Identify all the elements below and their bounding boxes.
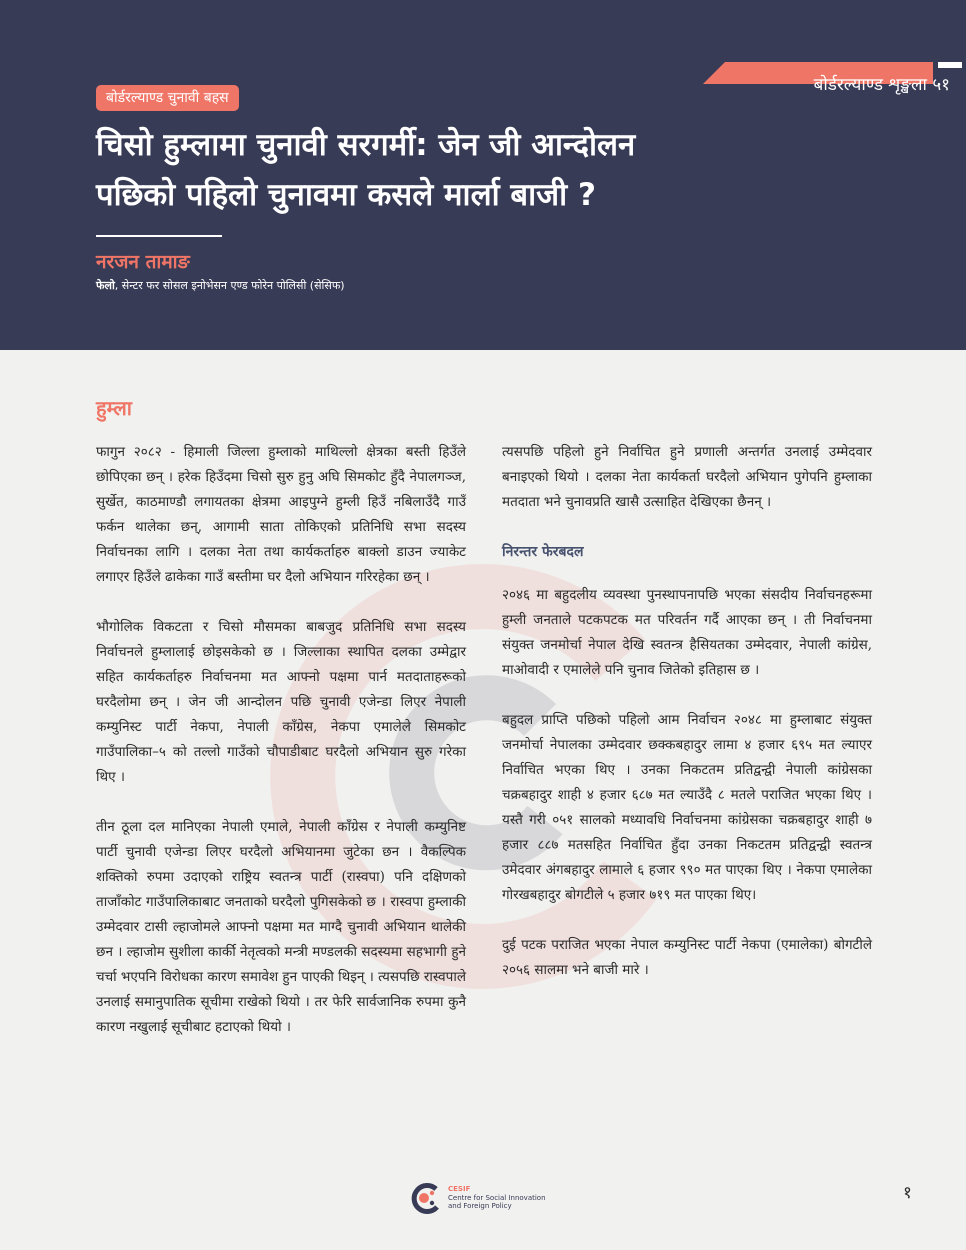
category-badge: बोर्डरल्याण्ड चुनावी बहस xyxy=(96,85,239,111)
paragraph: तीन ठूला दल मानिएका नेपाली एमाले, नेपाली काँग्रेस र नेपाली कम्युनिष्ट पार्टी चुनावी एजेन्डा लिएर घरदैलो अभियानमा जुटेका छन । वैकल्पिक शक्तिको रुपमा उदाएको राष्ट्रिय स्वतन्त्र पार्टी (रास्वपा) पनि दक्षिणको ताजाँकोट गाउँपालिकाबाट जनताको घरदैलो पुगिसकेको छ । रास्वपा हुम्लाकी उम्मेदवार टासी ल्हाजोमले आफ्नो पक्षमा मत माग्दै चुनावी अभियान थालेकी छन । ल्हाजोम सुशीला कार्की नेतृत्वको मन्त्री मण्डलकी सदस्यमा सहभागी हुने चर्चा भएपनि विरोधका कारण समावेश हुन पाएकी थिइन् । त्यसपछि रास्वपाले उनलाई समानुपातिक सूचीमा राखेको थियो । तर फेरि सार्वजानिक रुपमा कुनै कारण नखुलाई सूचीबाट हटाएको थियो । xyxy=(96,819,466,1035)
page-title xyxy=(96,120,816,220)
title-line-1: चिसो हुम्लामा चुनावी सरगर्मी: जेन जी आन्दोलन xyxy=(96,127,636,163)
paragraph: २०४६ मा बहुदलीय व्यवस्था पुनस्थापनापछि भएका संसदीय निर्वाचनहरूमा हुम्ली जनताले पटकपटक मत परिवर्तन गर्दै आएका छन् । ती निर्वाचनमा संयुक्त जनमोर्चा नेपाल देखि स्वतन्त्र हैसियतका उम्मेदवार, नेपाली कांग्रेस, माओवादी र एमालेले पनि चुनाव जितेको इतिहास छ । xyxy=(502,587,872,678)
paragraph: दुई पटक पराजित भएका नेपाल कम्युनिस्ट पार्टी नेकपा (एमालेका) बोगटीले २०५६ सालमा भने बाजी मारे । xyxy=(502,937,872,978)
author-role: फेलो xyxy=(96,279,115,292)
logo-name-line-2: and Foreign Policy xyxy=(448,1202,512,1210)
subheading: निरन्तर फेरबदल xyxy=(502,544,584,560)
author-org: , सेन्टर फर सोसल इनोभेसन एण्ड फोरेन पोलिसी (सेसिफ) xyxy=(114,279,345,292)
paragraph: त्यसपछि पहिलो हुने निर्वाचित हुने प्रणाली अन्तर्गत उनलाई उम्मेदवार बनाइएको थियो । दलका नेता कार्यकर्ता घरदैलो अभियान पुगेपनि हुम्लाका मतदाता भने चुनावप्रति खासै उत्साहित देखिएका छैनन् । xyxy=(502,444,872,510)
paragraph: भौगोलिक विकटता र चिसो मौसमका बाबजुद प्रतिनिधि सभा सदस्य निर्वाचनले हुम्लालाई छोइसकेको छ । जिल्लाका स्थापित दलका उम्मेद्वार सहित कार्यकर्ताहरु निर्वाचनमा मत आफ्नो पक्षमा पार्न मतदाताहरूको घरदैलोमा छन् । जेन जी आन्दोलन पछि चुनावी एजेन्डा लिएर नेपाली कम्युनिस्ट पार्टी नेकपा, नेपाली काँग्रेस, नेकपा एमालेले सिमकोट गाउँपालिका–५ को तल्लो गाउँको चौपाडीबाट घरदैलो अभियान सुरु गरेका थिए । xyxy=(96,619,466,785)
series-label: बोर्डरल्याण्ड शृङ्खला ५१ xyxy=(813,75,950,95)
title-line-2: पछिको पहिलो चुनावमा कसले मार्ला बाजी ? xyxy=(96,177,596,213)
paragraph: बहुदल प्राप्ति पछिको पहिलो आम निर्वाचन २०४८ मा हुम्लाबाट संयुक्त जनमोर्चा नेपालका उम्मेदवार छक्कबहादुर लामा ४ हजार ६९५ मत ल्याएर निर्वाचित भएका थिए । उनका निकटतम प्रतिद्वन्द्वी नेपाली कांग्रेसका चक्रबहादुर शाही ४ हजार ६८७ मत ल्याउँदै ८ मतले पराजित भएका थिए । यस्तै गरी ०५१ सालको मध्यावधि निर्वाचनमा कांग्रेसका चक्रबहादुर शाही ७ हजार ८८७ मतसहित निर्वाचित हुँदा उनका निकटतम प्रतिद्वन्द्वी स्वतन्त्र उमेदवार अंगबहादुर लामाले ६ हजार ९९० मत पाएका थिए । नेकपा एमालेका गोरखबहादुर बोगटीले ५ हजार ७१९ मत पाएका थिए। xyxy=(502,712,872,903)
title-divider xyxy=(96,235,222,237)
section-heading: हुम्ला xyxy=(96,396,132,420)
header-banner xyxy=(0,0,966,350)
author-name: नरजन तामाङ xyxy=(96,251,190,273)
page-number: १ xyxy=(903,1183,912,1203)
paragraph: फागुन २०८२ - हिमाली जिल्ला हुम्लाको माथिल्लो क्षेत्रका बस्ती हिउँले छोपिएका छन् । हरेक हिउँदमा चिसो सुरु हुनु अघि सिमकोट हुँदै नेपालगञ्ज, सुर्खेत, काठमाण्डौ लगायतका क्षेत्रमा आइपुग्ने हुम्ली हिउँ नबिलाउँदै गाउँ फर्कन थालेका छन्, आगामी साता तोकिएको प्रतिनिधि सभा सदस्य निर्वाचनका लागि । दलका नेता तथा कार्यकर्ताहरु बाक्लो डाउन ज्याकेट लगाएर हिउँले ढाकेका गाउँ बस्तीमा घर दैलो अभियान गरिरहेका छन् । xyxy=(96,444,466,585)
cesif-logo-icon xyxy=(408,1180,444,1216)
logo-name-line-1: Centre for Social Innovation xyxy=(448,1194,546,1202)
logo-acronym: CESIF xyxy=(448,1185,471,1193)
author-affiliation xyxy=(96,278,345,293)
series-stripe-accent xyxy=(938,62,962,68)
article-column-left xyxy=(96,440,466,1065)
article-column-right xyxy=(502,440,872,1008)
footer-logo xyxy=(408,1180,568,1216)
